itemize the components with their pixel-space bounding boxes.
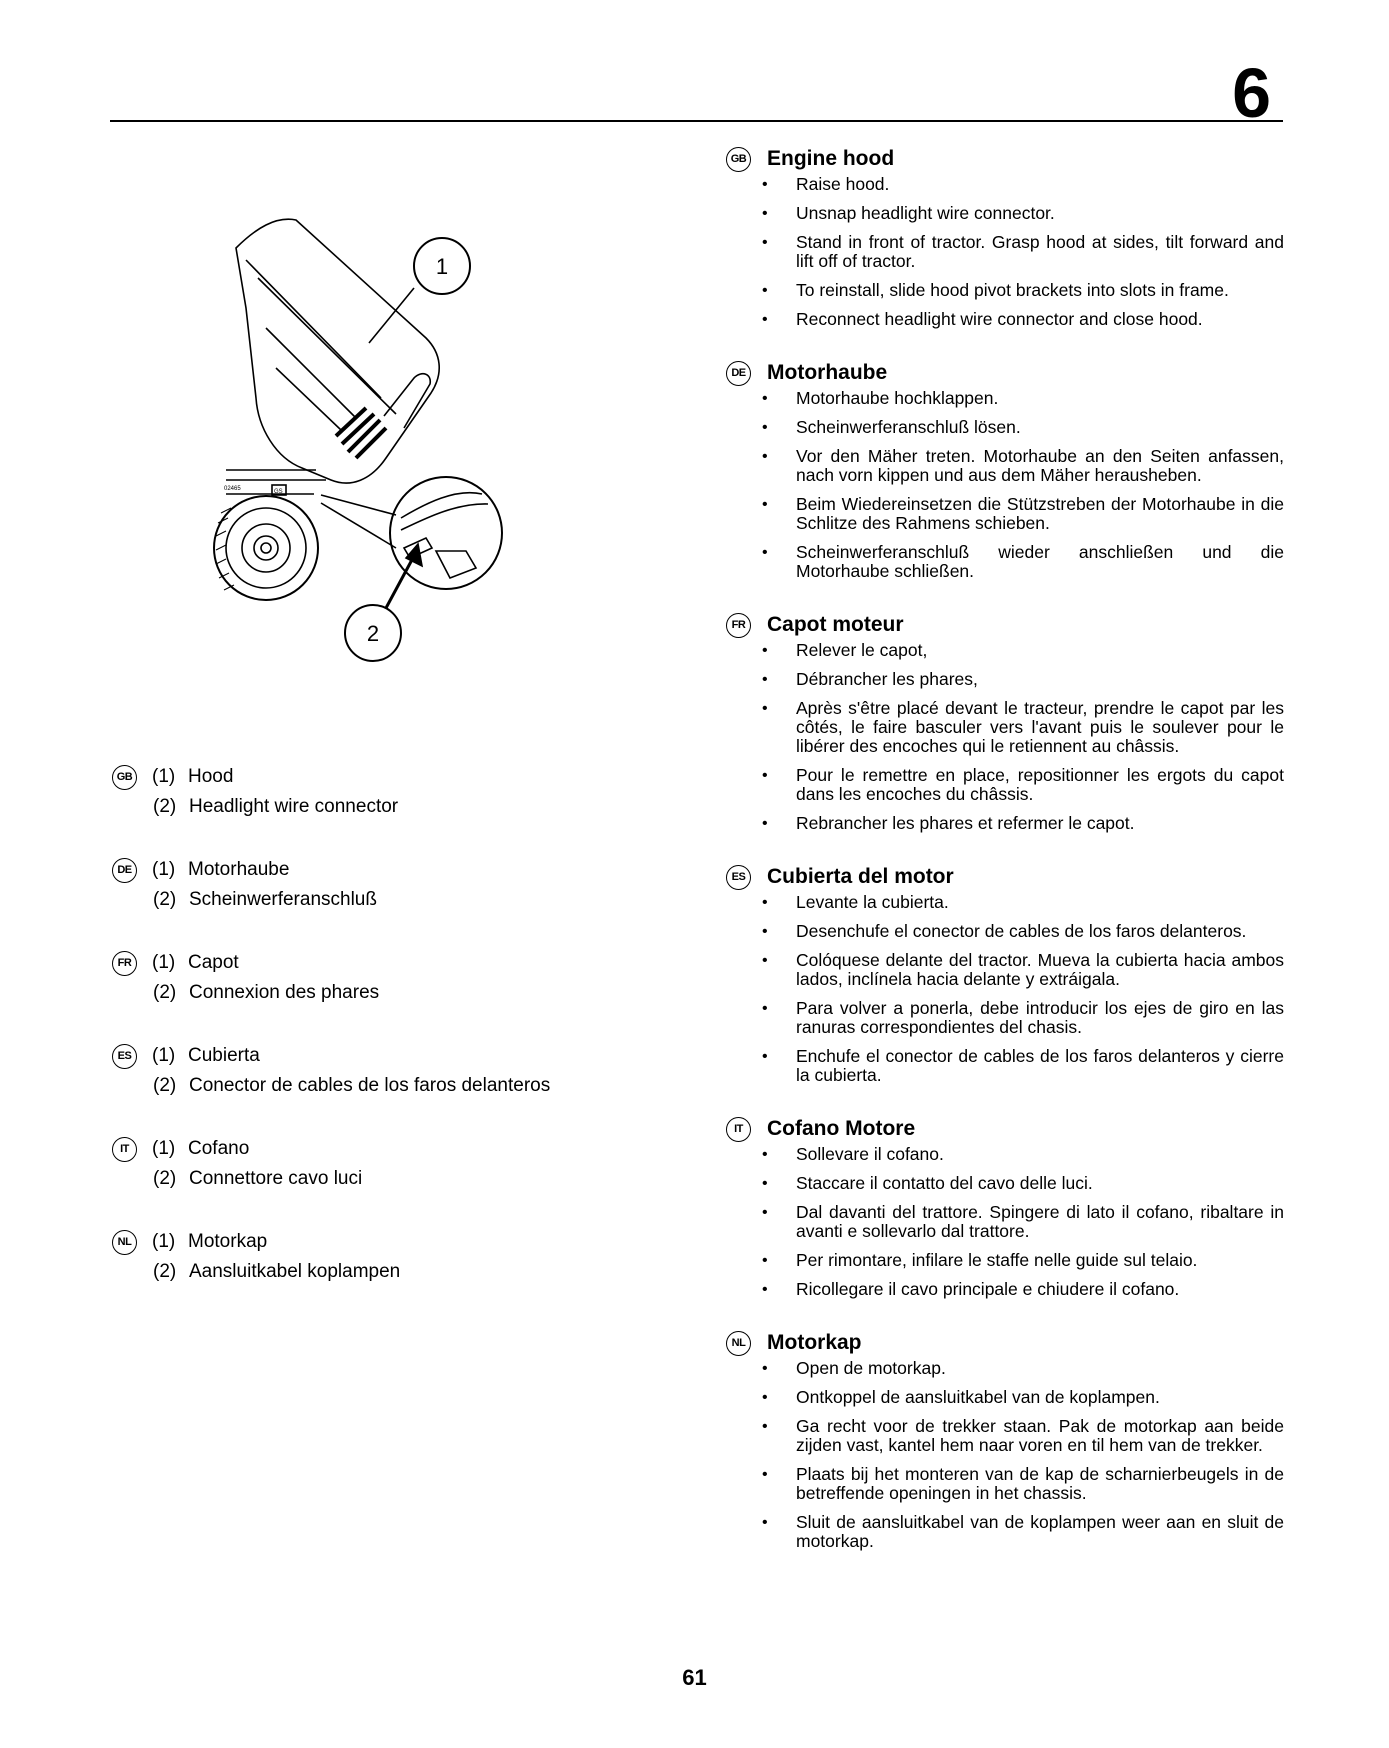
bullet-item: • Plaats bij het monteren van de kap de scharnierbeugels in de betreffende openingen in het chassis.	[726, 1465, 1284, 1503]
legend-row	[112, 1227, 612, 1257]
legend-group-fr	[112, 948, 612, 1008]
bullet-item: • Sollevare il cofano.	[726, 1145, 1284, 1164]
language-flag-icon: NL	[726, 1331, 751, 1356]
legend-group-it	[112, 1134, 612, 1194]
hood-outline	[236, 219, 439, 483]
bullet-item: • Colóquese delante del tractor. Mueva la cubierta hacia ambos lados, inclínela hacia delante y extráigala.	[726, 951, 1284, 989]
legend-label: Headlight wire connector	[189, 796, 399, 817]
legend-row	[112, 885, 612, 915]
bullet-item: • Vor den Mäher treten. Motorhaube an den Seiten anfassen, nach vorn kippen und aus dem Mäher herausheben.	[726, 447, 1284, 485]
bullet-item: • Open de motorkap.	[726, 1359, 1284, 1378]
legend-label: Capot	[188, 952, 239, 973]
legend-number: (1)	[152, 1138, 176, 1159]
legend-row	[112, 978, 612, 1008]
language-flag-icon: IT	[112, 1137, 137, 1162]
bullet-list	[726, 389, 1284, 581]
instruction-sections	[726, 143, 1284, 1579]
legend-label: Hood	[188, 766, 234, 787]
legend-label: Motorhaube	[188, 859, 290, 880]
legend-row	[112, 762, 612, 792]
bullet-item: • Relever le capot,	[726, 641, 1284, 660]
legend-label: Aansluitkabel koplampen	[189, 1261, 401, 1282]
legend-number: (2)	[153, 1261, 177, 1282]
section-title: Engine hood	[767, 147, 895, 170]
bullet-item: • Reconnect headlight wire connector and close hood.	[726, 310, 1284, 329]
section-it	[726, 1113, 1284, 1299]
section-de	[726, 357, 1284, 581]
legend-label: Connettore cavo luci	[189, 1168, 363, 1189]
language-flag-icon: DE	[112, 858, 137, 883]
language-flag-icon: GB	[112, 765, 137, 790]
legend-row	[112, 1164, 612, 1194]
legend-number: (2)	[153, 889, 177, 910]
bullet-item: • Pour le remettre en place, repositionner les ergots du capot dans les encoches du châssis.	[726, 766, 1284, 804]
section-es	[726, 861, 1284, 1085]
bullet-item: • Stand in front of tractor. Grasp hood at sides, tilt forward and lift off of tractor.	[726, 233, 1284, 271]
bullet-list	[726, 1145, 1284, 1299]
section-fr	[726, 609, 1284, 833]
legend-group-es	[112, 1041, 612, 1101]
bullet-item: • Ga recht voor de trekker staan. Pak de motorkap aan beide zijden vast, kantel hem naar voren en til hem van de trekker.	[726, 1417, 1284, 1455]
figure-legend	[112, 762, 612, 1320]
chapter-number: 6	[1232, 54, 1269, 132]
part-code-label: 02465	[224, 486, 241, 492]
legend-label: Motorkap	[188, 1231, 268, 1252]
section-heading	[726, 143, 1284, 175]
bullet-list	[726, 175, 1284, 329]
legend-label: Scheinwerferanschluß	[189, 889, 377, 910]
bullet-item: • Motorhaube hochklappen.	[726, 389, 1284, 408]
section-heading	[726, 357, 1284, 389]
part-tag-label: GS	[274, 489, 283, 495]
section-title: Capot moteur	[767, 613, 904, 636]
bullet-item: • Ricollegare il cavo principale e chiudere il cofano.	[726, 1280, 1284, 1299]
bullet-item: • Unsnap headlight wire connector.	[726, 204, 1284, 223]
bullet-item: • Raise hood.	[726, 175, 1284, 194]
legend-row	[112, 1041, 612, 1071]
section-gb	[726, 143, 1284, 329]
bullet-item: • Débrancher les phares,	[726, 670, 1284, 689]
legend-label: Connexion des phares	[189, 982, 380, 1003]
section-heading	[726, 1327, 1284, 1359]
legend-label: Conector de cables de los faros delanteros	[189, 1075, 551, 1096]
language-flag-icon: FR	[112, 951, 137, 976]
bullet-item: • Enchufe el conector de cables de los faros delanteros y cierre la cubierta.	[726, 1047, 1284, 1085]
legend-group-gb	[112, 762, 612, 822]
section-heading	[726, 861, 1284, 893]
legend-label: Cubierta	[188, 1045, 260, 1066]
section-nl	[726, 1327, 1284, 1551]
legend-row	[112, 1071, 612, 1101]
language-flag-icon: ES	[726, 865, 751, 890]
section-title: Motorkap	[767, 1331, 862, 1354]
legend-row	[112, 1134, 612, 1164]
legend-number: (2)	[153, 1168, 177, 1189]
bullet-item: • Dal davanti del trattore. Spingere di lato il cofano, ribaltare in avanti e sollevarlo dal trattore.	[726, 1203, 1284, 1241]
legend-number: (2)	[153, 1075, 177, 1096]
legend-group-nl	[112, 1227, 612, 1287]
section-heading	[726, 1113, 1284, 1145]
callout-1-number: 1	[435, 254, 449, 279]
bullet-item: • Scheinwerferanschluß wieder anschließen und die Motorhaube schließen.	[726, 543, 1284, 581]
legend-row	[112, 792, 612, 822]
bullet-item: • Après s'être placé devant le tracteur, prendre le capot par les côtés, le faire basculer vers l'avant puis le soulever pour le libérer des encoches qui le retiennent au châssis.	[726, 699, 1284, 756]
language-flag-icon: NL	[112, 1230, 137, 1255]
legend-row	[112, 855, 612, 885]
language-flag-icon: IT	[726, 1117, 751, 1142]
legend-row	[112, 948, 612, 978]
legend-row	[112, 1257, 612, 1287]
front-wheel	[214, 496, 318, 600]
legend-number: (1)	[152, 859, 176, 880]
bullet-item: • Ontkoppel de aansluitkabel van de koplampen.	[726, 1388, 1284, 1407]
legend-number: (2)	[153, 982, 177, 1003]
legend-number: (1)	[152, 1231, 176, 1252]
section-title: Motorhaube	[767, 361, 888, 384]
bullet-item: • Desenchufe el conector de cables de los faros delanteros.	[726, 922, 1284, 941]
legend-label: Cofano	[188, 1138, 250, 1159]
bullet-item: • Levante la cubierta.	[726, 893, 1284, 912]
bullet-item: • Per rimontare, infilare le staffe nelle guide sul telaio.	[726, 1251, 1284, 1270]
section-title: Cubierta del motor	[767, 865, 954, 888]
bullet-item: • Scheinwerferanschluß lösen.	[726, 418, 1284, 437]
hood-illustration	[224, 218, 576, 718]
legend-number: (1)	[152, 952, 176, 973]
bullet-item: • Rebrancher les phares et refermer le capot.	[726, 814, 1284, 833]
bullet-item: • Para volver a ponerla, debe introducir los ejes de giro en las ranuras correspondientes del chasis.	[726, 999, 1284, 1037]
language-flag-icon: ES	[112, 1044, 137, 1069]
section-title: Cofano Motore	[767, 1117, 916, 1140]
callout-2-number: 2	[366, 621, 380, 646]
legend-number: (2)	[153, 796, 177, 817]
bullet-list	[726, 641, 1284, 833]
language-flag-icon: FR	[726, 613, 751, 638]
bullet-item: • Beim Wiedereinsetzen die Stützstreben der Motorhaube in die Schlitze des Rahmens schieben.	[726, 495, 1284, 533]
bullet-list	[726, 893, 1284, 1085]
section-heading	[726, 609, 1284, 641]
bullet-item: • Staccare il contatto del cavo delle luci.	[726, 1174, 1284, 1193]
legend-group-de	[112, 855, 612, 915]
bullet-item: • To reinstall, slide hood pivot brackets into slots in frame.	[726, 281, 1284, 300]
legend-number: (1)	[152, 1045, 176, 1066]
bullet-list	[726, 1359, 1284, 1551]
language-flag-icon: DE	[726, 361, 751, 386]
bullet-item: • Sluit de aansluitkabel van de koplampen weer aan en sluit de motorkap.	[726, 1513, 1284, 1551]
page-number: 61	[682, 1665, 707, 1690]
header-rule	[110, 120, 1283, 122]
legend-number: (1)	[152, 766, 176, 787]
language-flag-icon: GB	[726, 147, 751, 172]
